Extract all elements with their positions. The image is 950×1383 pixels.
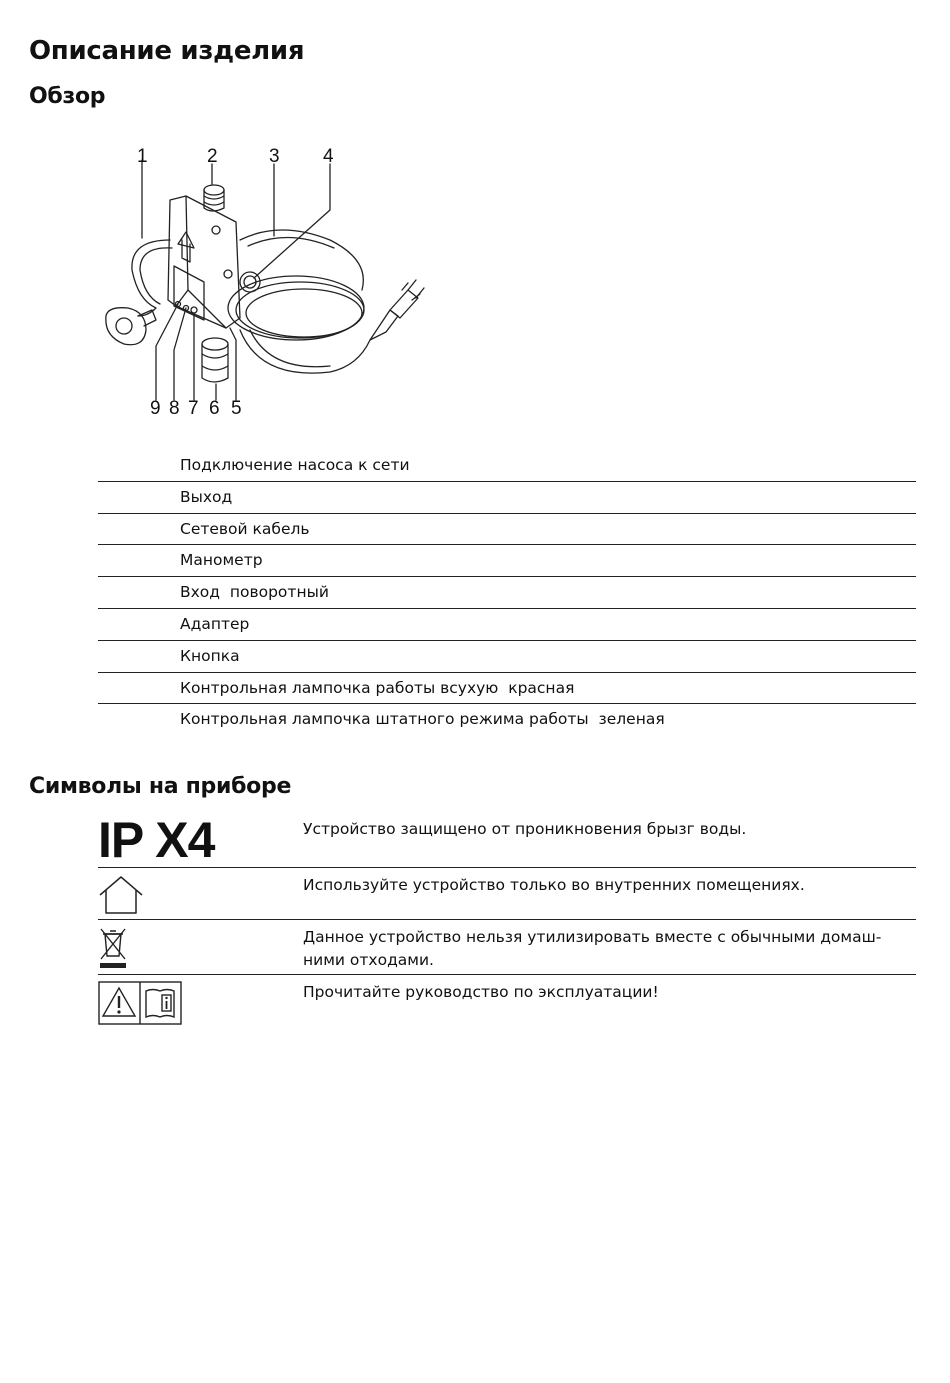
symbol-row-ipx4 <box>98 812 916 868</box>
warning-manual-icon <box>98 981 182 1025</box>
list-item: Выход <box>98 482 916 514</box>
symbol-description: Данное устройство нельзя утилизировать вместе с обычными домаш- ними отходами. <box>303 928 882 969</box>
symbol-row-manual <box>98 975 916 1027</box>
product-illustration <box>90 140 430 425</box>
callout-3: 3 <box>269 146 280 167</box>
callout-8: 8 <box>169 398 180 419</box>
list-item: Сетевой кабель <box>98 514 916 546</box>
pump-socket <box>106 308 146 345</box>
callout-9: 9 <box>150 398 161 419</box>
callout-6: 6 <box>209 398 220 419</box>
section-title-overview: Обзор <box>29 84 106 109</box>
callout-5: 5 <box>231 398 242 419</box>
list-item: Адаптер <box>98 609 916 641</box>
symbol-description: Используйте устройство только во внутренних помещениях. <box>303 876 805 894</box>
symbol-description: Прочитайте руководство по эксплуатации! <box>303 983 659 1001</box>
list-item: Манометр <box>98 545 916 577</box>
house-icon <box>98 875 144 915</box>
ip-x4-mark: IP X4 <box>98 812 215 868</box>
parts-list <box>98 450 916 736</box>
symbol-row-disposal <box>98 920 916 975</box>
symbol-description: Устройство защищено от проникновения брызг воды. <box>303 820 747 838</box>
symbol-row-indoor <box>98 868 916 920</box>
callout-2: 2 <box>207 146 218 167</box>
crossed-bin-icon <box>98 926 128 970</box>
symbols-table <box>98 812 916 1027</box>
mains-plug <box>370 310 398 340</box>
list-item: Контрольная лампочка работы всухую красная <box>98 673 916 705</box>
list-item: Вход поворотный <box>98 577 916 609</box>
callout-7: 7 <box>188 398 199 419</box>
list-item: Контрольная лампочка штатного режима работы зеленая <box>180 710 665 729</box>
list-item: Кнопка <box>98 641 916 673</box>
list-item: Подключение насоса к сети <box>98 450 916 482</box>
callout-1: 1 <box>137 146 148 167</box>
section-title-symbols: Символы на приборе <box>29 774 292 799</box>
callout-4: 4 <box>323 146 334 167</box>
page-title: Описание изделия <box>29 36 305 66</box>
